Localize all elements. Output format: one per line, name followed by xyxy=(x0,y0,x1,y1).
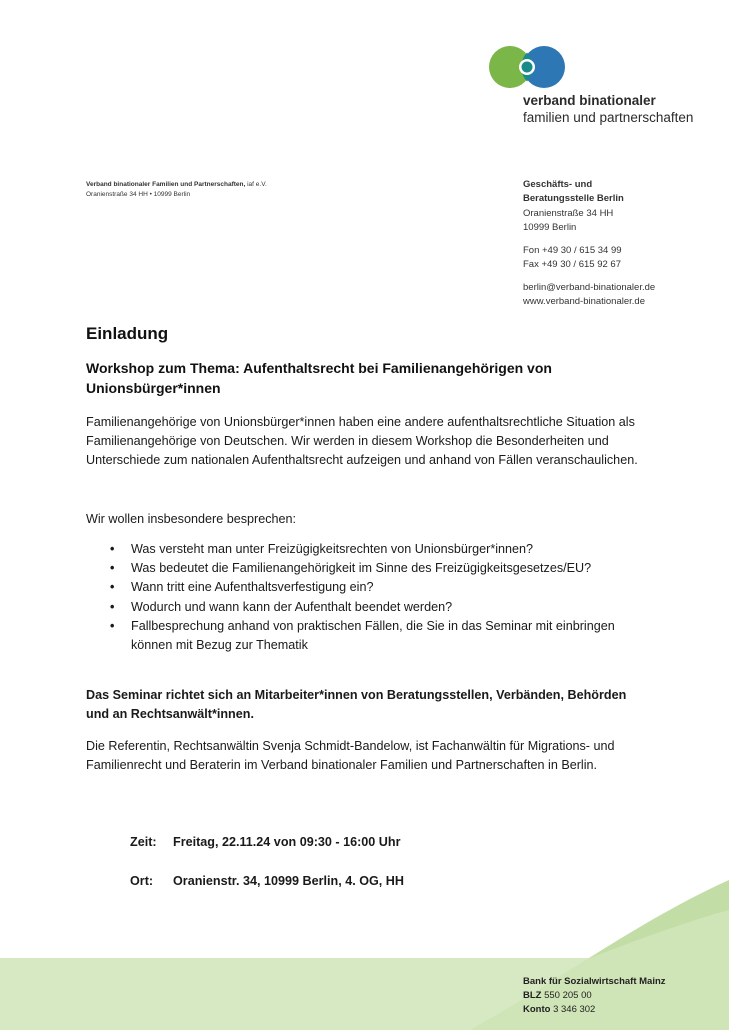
sender-org-name: Verband binationaler Familien und Partnerschaften, xyxy=(86,181,246,188)
office-website[interactable]: www.verband-binationaler.de xyxy=(523,296,645,307)
sender-org xyxy=(86,180,267,189)
list-item: • Wann tritt eine Aufenthaltsverfestigung ein? xyxy=(86,578,646,597)
bank-blz-value: 550 205 00 xyxy=(544,990,592,1001)
list-item: • Was versteht man unter Freizügigkeitsrechten von Unionsbürger*innen? xyxy=(86,540,646,559)
office-title-line1: Geschäfts- und xyxy=(523,179,593,190)
place-value: Oranienstr. 34, 10999 Berlin, 4. OG, HH xyxy=(173,874,404,888)
audience-paragraph: Das Seminar richtet sich an Mitarbeiter*innen von Beratungsstellen, Verbänden, Behörden und an Rechtsanwält*innen. xyxy=(86,688,627,722)
speaker-paragraph: Die Referentin, Rechtsanwältin Svenja Schmidt-Bandelow, ist Fachanwältin für Migrations- und Familienrecht und Beraterin im Verband binationaler Familien und Partnerschaften in Berlin. xyxy=(86,739,615,773)
bank-konto-label: Konto xyxy=(523,1004,551,1015)
list-item: • Wodurch und wann kann der Aufenthalt beendet werden? xyxy=(86,598,646,617)
time-value: Freitag, 22.11.24 von 09:30 - 16:00 Uhr xyxy=(173,835,401,849)
topics-lead: Wir wollen insbesondere besprechen: xyxy=(86,512,297,526)
office-phone: Fon +49 30 / 615 34 99 xyxy=(523,245,622,256)
bank-blz xyxy=(523,989,592,1003)
sender-org-suffix: iaf e.V. xyxy=(247,181,267,188)
footer-wave-decoration xyxy=(0,860,729,1030)
bank-blz-label: BLZ xyxy=(523,990,542,1001)
office-city: 10999 Berlin xyxy=(523,222,577,233)
place-label: Ort: xyxy=(130,874,154,888)
list-item: • Was bedeutet die Familienangehörigkeit im Sinne des Freizügigkeitsgesetzes/EU? xyxy=(86,559,646,578)
list-item: • Fallbesprechung anhand von praktischen Fällen, die Sie in das Seminar mit einbringen können mit Bezug zur Thematik xyxy=(86,617,646,655)
office-fax: Fax +49 30 / 615 92 67 xyxy=(523,259,621,270)
office-email[interactable]: berlin@verband-binationaler.de xyxy=(523,282,656,293)
time-label: Zeit: xyxy=(130,835,157,849)
bank-konto xyxy=(523,1003,595,1017)
logo-icon xyxy=(488,44,568,90)
bank-konto-value: 3 346 302 xyxy=(553,1004,596,1015)
logo-text-line2: familien und partnerschaften xyxy=(523,110,694,125)
sender-address: Oranienstraße 34 HH • 10999 Berlin xyxy=(86,191,191,198)
logo-text-line1: verband binationaler xyxy=(523,93,656,108)
topics-list xyxy=(86,540,646,655)
office-street: Oranienstraße 34 HH xyxy=(523,208,614,219)
bank-name: Bank für Sozialwirtschaft Mainz xyxy=(523,976,666,987)
page-title: Einladung xyxy=(86,324,169,343)
intro-paragraph: Familienangehörige von Unionsbürger*innen haben eine andere aufenthaltsrechtliche Situation als Familienangehörige von Deutschen. Wir werden in diesem Workshop die Besonderheiten und Unterschiede zum nationalen Aufenthaltsrecht aufzeigen und anhand von Fällen veranschaulichen. xyxy=(86,415,638,468)
office-title-line2: Beratungsstelle Berlin xyxy=(523,193,624,204)
workshop-subtitle: Workshop zum Thema: Aufenthaltsrecht bei Familienangehörigen von Unionsbürger*innen xyxy=(86,360,552,396)
